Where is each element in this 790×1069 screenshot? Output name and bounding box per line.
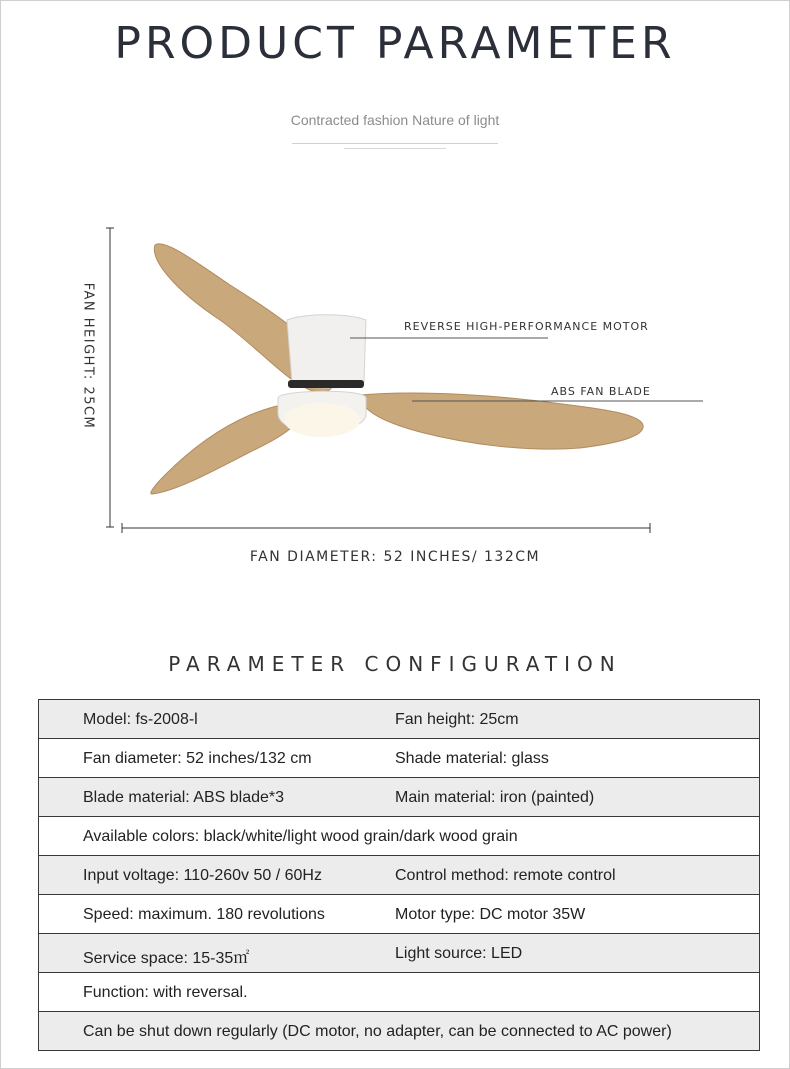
page-title: PRODUCT PARAMETER [114,18,676,69]
table-row [39,934,760,973]
table-cell [39,934,760,973]
motor-housing [287,315,366,388]
table-row [39,817,760,856]
param-left: Speed: maximum. 180 revolutions [83,906,325,923]
table-cell [39,895,760,934]
param-left: Can be shut down regularly (DC motor, no adapter, can be connected to AC power) [83,1023,672,1040]
param-left: Fan diameter: 52 inches/132 cm [83,750,312,767]
table-row [39,973,760,1012]
param-right: Shade material: glass [395,750,549,767]
motor-callout-label: REVERSE HIGH-PERFORMANCE MOTOR [404,320,649,333]
subtitle-divider [292,143,498,144]
param-left: Blade material: ABS blade*3 [83,789,285,806]
fan-blade-bottom [151,405,301,494]
table-cell [39,1012,760,1051]
table-row [39,739,760,778]
table-cell [39,856,760,895]
light-lens [284,403,360,437]
fan-height-text: FAN HEIGHT: 25CM [80,282,96,430]
config-title: PARAMETER CONFIGURATION [168,652,622,676]
motor-ring [288,380,364,388]
table-cell [39,739,760,778]
subtitle-divider-short [344,148,446,149]
param-left: Input voltage: 110-260v 50 / 60Hz [83,867,322,884]
param-left: Function: with reversal. [83,984,248,1001]
param-left: Model: fs-2008-l [83,711,198,728]
page-subtitle: Contracted fashion Nature of light [290,112,500,128]
table-cell [39,817,760,856]
blade-callout-label: ABS FAN BLADE [551,385,651,398]
param-left: Available colors: black/white/light wood grain/dark wood grain [83,828,518,845]
table-cell [39,778,760,817]
table-row [39,700,760,739]
param-left: Service space: 15-35㎡ [83,950,250,967]
table-cell [39,700,760,739]
table-row [39,778,760,817]
table-row [39,856,760,895]
parameter-table [38,699,760,1051]
diameter-dimension-line [122,523,650,533]
param-right: Fan height: 25cm [395,711,519,728]
param-right: Light source: LED [395,945,523,962]
param-right: Main material: iron (painted) [395,789,595,806]
fan-diagram [0,200,790,540]
param-right: Motor type: DC motor 35W [395,906,586,923]
height-dimension-line [106,228,114,527]
table-cell [39,973,760,1012]
param-right: Control method: remote control [395,867,616,884]
table-row [39,895,760,934]
fan-diameter-label: FAN DIAMETER: 52 INCHES/ 132CM [249,549,541,565]
table-row [39,1012,760,1051]
